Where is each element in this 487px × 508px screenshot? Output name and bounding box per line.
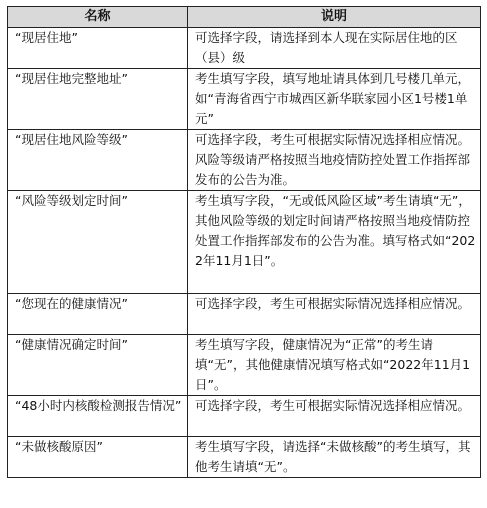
table-row (8, 69, 481, 130)
field-description-cell: 可选择字段，考生可根据实际情况选择相应情况。 (188, 396, 481, 437)
table-header-row (8, 7, 481, 28)
field-description-cell: 考生填写字段，填写地址请具体到几号楼几单元，如“青海省西宁市城西区新华联家园小区1号楼1单元” (188, 69, 481, 130)
table-row (8, 130, 481, 191)
field-name-cell: “健康情况确定时间” (8, 335, 188, 396)
table-row (8, 28, 481, 69)
table-row (8, 294, 481, 335)
field-name-cell: “风险等级划定时间” (8, 191, 188, 294)
field-name-cell: “现居住地” (8, 28, 188, 69)
field-name-cell: “48小时内核酸检测报告情况” (8, 396, 188, 437)
field-description-cell: 考生填写字段，“无或低风险区域”考生请填“无”，其他风险等级的划定时间请严格按照当地疫情防控处置工作指挥部发布的公告为准。填写格式如“2022年11月1日”。 (188, 191, 481, 294)
table-row (8, 396, 481, 437)
field-name-cell: “现居住地风险等级” (8, 130, 188, 191)
field-name-cell: “现居住地完整地址” (8, 69, 188, 130)
column-header-name: 名称 (8, 7, 188, 28)
field-description-cell: 可选择字段，考生可根据实际情况选择相应情况。 (188, 294, 481, 335)
table-row (8, 437, 481, 478)
field-description-cell: 考生填写字段，请选择“未做核酸”的考生填写，其他考生请填“无”。 (188, 437, 481, 478)
field-description-cell: 可选择字段，考生可根据实际情况选择相应情况。风险等级请严格按照当地疫情防控处置工作指挥部发布的公告为准。 (188, 130, 481, 191)
field-description-cell: 考生填写字段，健康情况为“正常”的考生请填“无”，其他健康情况填写格式如“2022年11月1日”。 (188, 335, 481, 396)
field-description-table (7, 6, 481, 478)
field-description-cell: 可选择字段，请选择到本人现在实际居住地的区（县）级 (188, 28, 481, 69)
column-header-description: 说明 (188, 7, 481, 28)
field-name-cell: “您现在的健康情况” (8, 294, 188, 335)
table-row (8, 335, 481, 396)
field-name-cell: “未做核酸原因” (8, 437, 188, 478)
table-row (8, 191, 481, 294)
